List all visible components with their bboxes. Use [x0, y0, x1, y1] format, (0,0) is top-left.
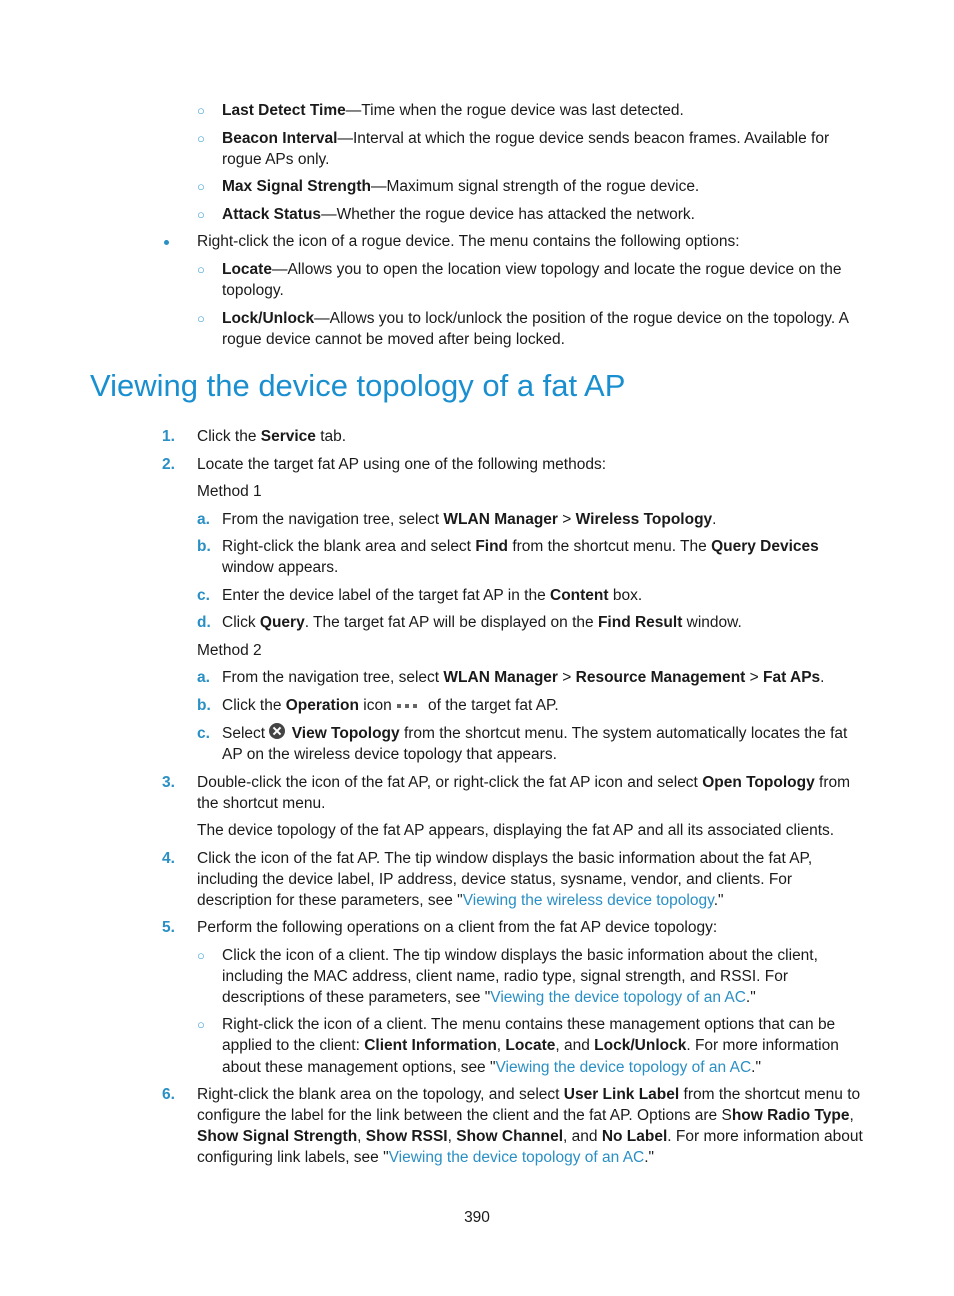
- step-number: 1.: [162, 428, 175, 445]
- step-4-cont: including the device label, IP address, device status, sysname, vendor, and clients. For: [197, 871, 793, 888]
- substep-letter: b.: [197, 538, 211, 555]
- list-item-locate-cont: topology.: [222, 282, 284, 299]
- step-5-item-1-cont: including the MAC address, client name, radio type, signal strength, and RSSI. For: [222, 968, 789, 985]
- substep-letter: a.: [197, 669, 210, 686]
- substep-letter: b.: [197, 697, 211, 714]
- step-5-item-2-cont-2: about these management options, see "Viewing the device topology of an AC.": [222, 1059, 761, 1076]
- list-item-right-click-rogue: Right-click the icon of a rogue device. The menu contains the following options:: [197, 233, 740, 250]
- step-number: 4.: [162, 850, 175, 867]
- step-number: 5.: [162, 919, 175, 936]
- list-item-locate: Locate—Allows you to open the location view topology and locate the rogue device on the: [222, 261, 842, 278]
- substep-letter: c.: [197, 587, 210, 604]
- step-3-cont: the shortcut menu.: [197, 795, 326, 812]
- substep-letter: a.: [197, 511, 210, 528]
- method-2-step-b: Click the Operation icon of the target fat AP.: [222, 697, 559, 714]
- step-6-cont: configure the label for the link between the client and the fat AP. Options are Show Radio Type,: [197, 1107, 854, 1124]
- sub-bullet: ○: [197, 311, 205, 326]
- step-6: Right-click the blank area on the topology, and select User Link Label from the shortcut menu to: [197, 1086, 861, 1103]
- step-5-item-2: Right-click the icon of a client. The menu contains these management options that can be: [222, 1016, 836, 1033]
- list-item-lock-unlock-cont: rogue device cannot be moved after being locked.: [222, 331, 565, 348]
- method-2-label: Method 2: [197, 642, 262, 659]
- sub-bullet: ○: [197, 131, 205, 146]
- step-1: Click the Service tab.: [197, 428, 347, 445]
- step-number: 6.: [162, 1086, 175, 1103]
- method-1-step-b: Right-click the blank area and select Find from the shortcut menu. The Query Devices: [222, 538, 819, 555]
- link-viewing-device-topology-ac[interactable]: Viewing the device topology of an AC: [388, 1149, 645, 1166]
- page-number: 390: [464, 1209, 490, 1226]
- link-viewing-device-topology-ac[interactable]: Viewing the device topology of an AC: [490, 989, 746, 1006]
- sub-bullet: ○: [197, 1017, 205, 1032]
- view-topology-icon: [269, 723, 285, 739]
- method-1-step-b-cont: window appears.: [222, 559, 339, 576]
- step-5-item-2-cont: applied to the client: Client Information, Locate, and Lock/Unlock. For more information: [222, 1037, 839, 1054]
- list-item-attack-status: Attack Status—Whether the rogue device has attacked the network.: [222, 206, 695, 223]
- bullet-dot: [164, 240, 169, 245]
- operation-dots-icon: [395, 701, 421, 711]
- list-item-max-signal-strength: Max Signal Strength—Maximum signal strength of the rogue device.: [222, 178, 700, 195]
- step-4: Click the icon of the fat AP. The tip window displays the basic information about the fat AP,: [197, 850, 813, 867]
- substep-letter: d.: [197, 614, 211, 631]
- step-number: 3.: [162, 774, 175, 791]
- step-6-cont-2: Show Signal Strength, Show RSSI, Show Channel, and No Label. For more information about: [197, 1128, 863, 1145]
- list-item-beacon-interval-cont: rogue APs only.: [222, 151, 330, 168]
- substep-letter: c.: [197, 725, 210, 742]
- link-viewing-device-topology-ac[interactable]: Viewing the device topology of an AC: [495, 1059, 752, 1076]
- link-viewing-wireless-device-topology[interactable]: Viewing the wireless device topology: [462, 892, 714, 909]
- step-4-cont-2: description for these parameters, see "Viewing the wireless device topology.": [197, 892, 724, 909]
- sub-bullet: ○: [197, 103, 205, 118]
- list-item-lock-unlock: Lock/Unlock—Allows you to lock/unlock the position of the rogue device on the topology. A: [222, 310, 849, 327]
- sub-bullet: ○: [197, 179, 205, 194]
- step-3: Double-click the icon of the fat AP, or right-click the fat AP icon and select Open Topology from: [197, 774, 851, 791]
- method-1-step-c: Enter the device label of the target fat AP in the Content box.: [222, 587, 643, 604]
- step-3-result: The device topology of the fat AP appears, displaying the fat AP and all its associated clients.: [197, 822, 835, 839]
- list-item-last-detect-time: Last Detect Time—Time when the rogue device was last detected.: [222, 102, 684, 119]
- method-2-step-c: Select View Topology from the shortcut menu. The system automatically locates the fat: [222, 725, 848, 742]
- method-1-step-a: From the navigation tree, select WLAN Manager > Wireless Topology.: [222, 511, 717, 528]
- method-1-label: Method 1: [197, 483, 262, 500]
- sub-bullet: ○: [197, 262, 205, 277]
- step-5-item-1-cont-2: descriptions of these parameters, see "Viewing the device topology of an AC.": [222, 989, 756, 1006]
- list-item-beacon-interval: Beacon Interval—Interval at which the rogue device sends beacon frames. Available for: [222, 130, 830, 147]
- step-5-item-1: Click the icon of a client. The tip window displays the basic information about the client,: [222, 947, 818, 964]
- step-number: 2.: [162, 456, 175, 473]
- method-2-step-a: From the navigation tree, select WLAN Manager > Resource Management > Fat APs.: [222, 669, 825, 686]
- method-2-step-c-cont: AP on the wireless device topology that appears.: [222, 746, 557, 763]
- sub-bullet: ○: [197, 948, 205, 963]
- step-5: Perform the following operations on a client from the fat AP device topology:: [197, 919, 718, 936]
- method-1-step-d: Click Query. The target fat AP will be displayed on the Find Result window.: [222, 614, 742, 631]
- section-title: Viewing the device topology of a fat AP: [90, 368, 626, 403]
- step-2: Locate the target fat AP using one of the following methods:: [197, 456, 607, 473]
- sub-bullet: ○: [197, 207, 205, 222]
- step-6-cont-3: configuring link labels, see "Viewing the device topology of an AC.": [197, 1149, 655, 1166]
